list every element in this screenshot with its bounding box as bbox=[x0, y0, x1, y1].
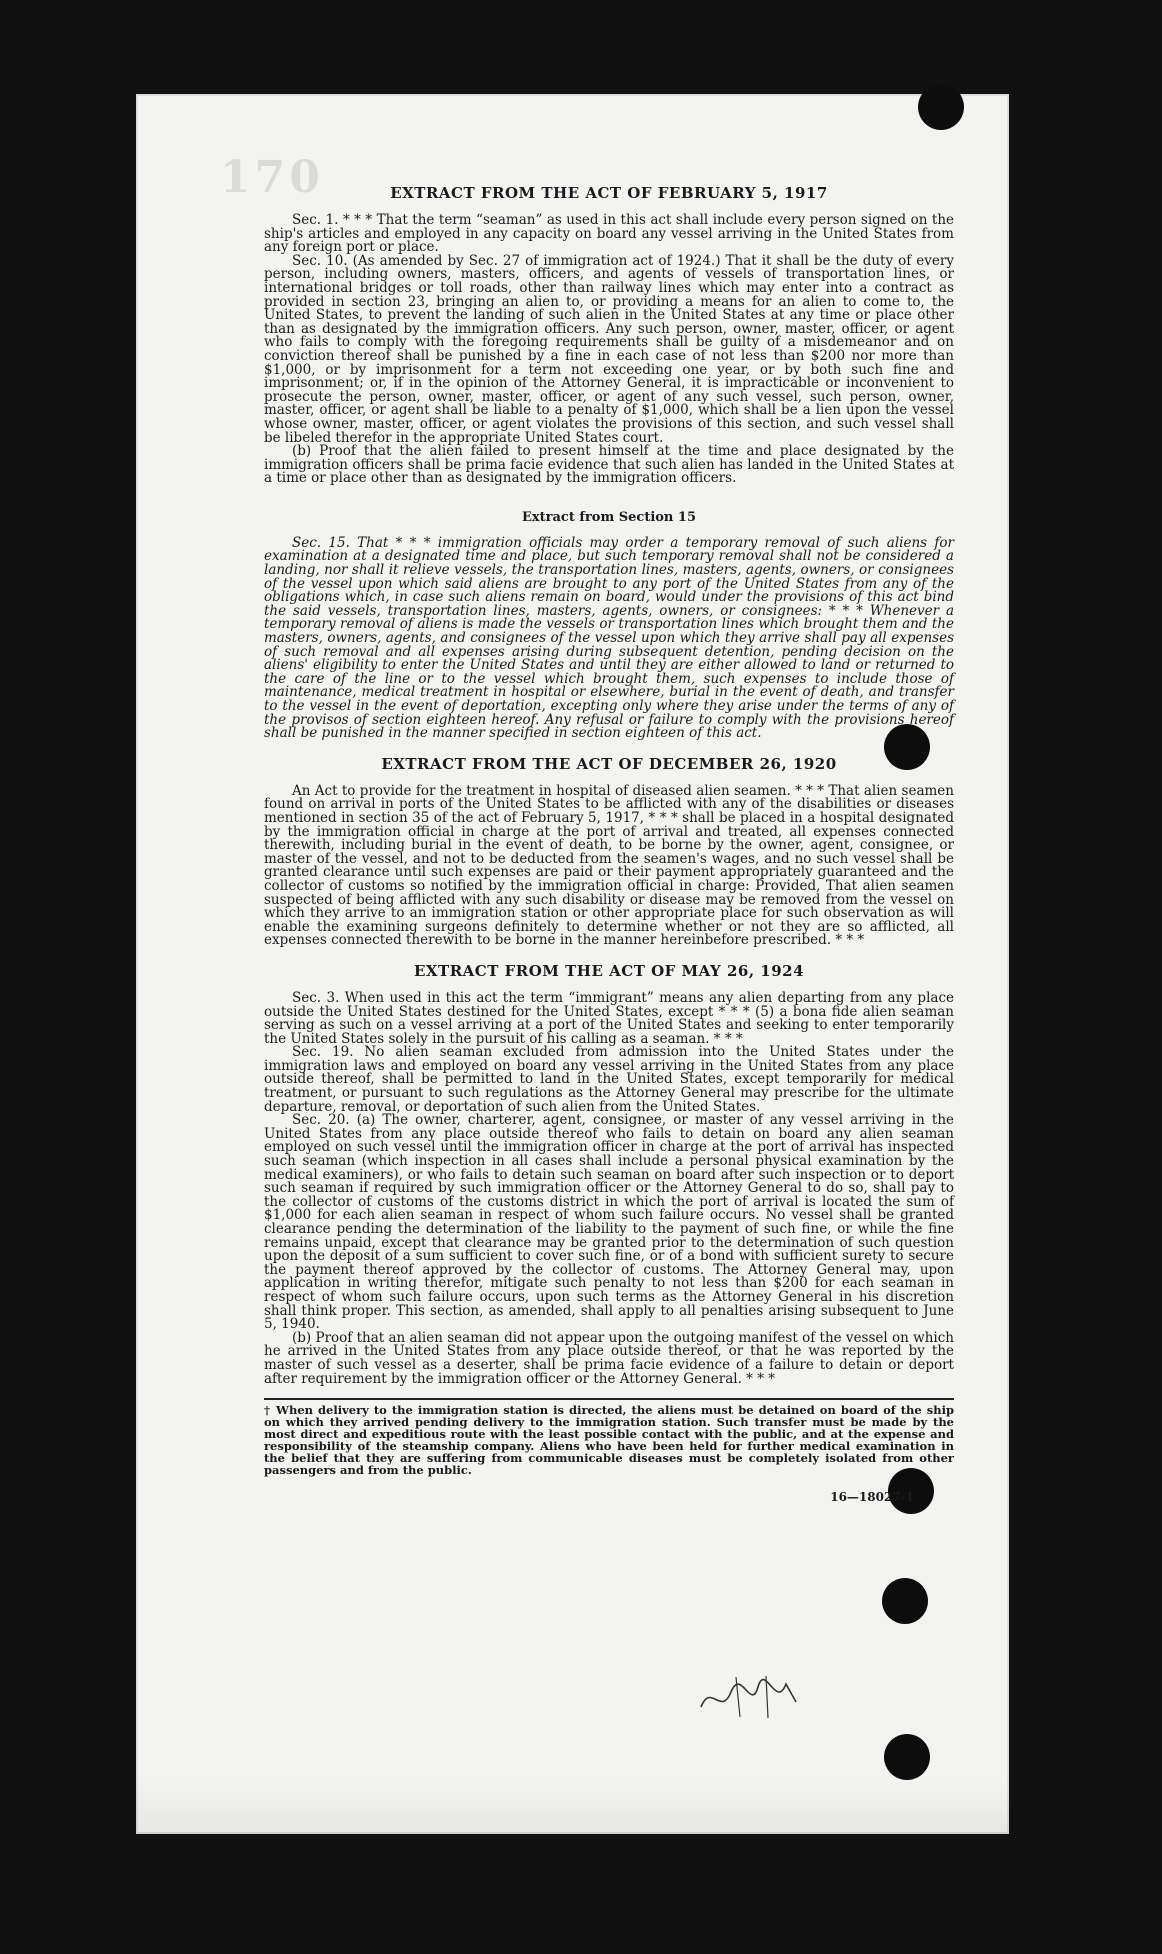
section-act-1924 bbox=[264, 962, 954, 1386]
paragraph: Sec. 20. (a) The owner, charterer, agent, consignee, or master of any vessel arriving in the United States from any place outside thereof who fails to detain on board any alien seaman employed on such vessel until the immigration officer in charge at the port of arrival has inspected such seaman (which inspection in all cases shall include a personal physical examination by the medical examiners), or who fails to detain such seaman on board after such inspection or to deport such seaman if required by such immigration officer or the Attorney General to do so, shall pay to the collector of customs of the customs district in which the port of arrival is located the sum of $1,000 for each alien seaman in respect of whom such failure occurs. No vessel shall be granted clearance pending the determination of the liability to the payment of such fine, or while the fine remains unpaid, except that clearance may be granted prior to the determination of such question upon the deposit of a sum sufficient to cover such fine, or of a bond with sufficient surety to secure the payment thereof approved by the collector of customs. The Attorney General may, upon application in writing therefor, mitigate such penalty to not less than $200 for each seaman in respect of whom such failure occurs, upon such terms as the Attorney General in his discretion shall think proper. This section, as amended, shall apply to all penalties arising subsequent to June 5, 1940. bbox=[264, 1112, 954, 1333]
section-heading: Extract from Section 15 bbox=[521, 509, 697, 525]
handwritten-signature bbox=[696, 1672, 806, 1722]
form-number: 16—18027-1 bbox=[830, 1490, 914, 1505]
section-act-1917 bbox=[264, 184, 954, 486]
section-heading: EXTRACT FROM THE ACT OF MAY 26, 1924 bbox=[413, 961, 805, 980]
paragraph: (b) Proof that the alien failed to present himself at the time and place designated by the immigration officers shall be prima facie evidence that such alien has landed in the United States at a time or place other than as designated by the immigration officers. bbox=[264, 443, 954, 487]
paragraph: Sec. 1. * * * That the term “seaman” as used in this act shall include every person signed on the ship's articles and employed in any capacity on board any vessel arriving in the United States from any foreign port or place. bbox=[264, 212, 954, 256]
paragraph: Sec. 15. That * * * immigration officials may order a temporary removal of such aliens for examination at a designated time and place, but such temporary removal shall not be considered a landing, nor shall it relieve vessels, the transportation lines, masters, agents, owners, or consignees of the vessel upon which said aliens are brought to any port of the United States from any of the obligations which, in case such aliens remain on board, would under the provisions of this act bind the said vessels, transportation lines, masters, agents, owners, or consignees: * * * Whenever a temporary removal of aliens is made the vessels or transportation lines which brought them and the masters, owners, agents, and consignees of the vessel upon which they arrive shall pay all expenses of such removal and all expenses arising during subsequent detention, pending decision on the aliens' eligibility to enter the United States and until they are either allowed to land or returned to the care of the line or to the vessel which brought them, such expenses to include those of maintenance, medical treatment in hospital or elsewhere, burial in the event of death, and transfer to the vessel in the event of deportation, excepting only where they arise under the terms of any of the provisos of section eighteen hereof. Any refusal or failure to comply with the provisions hereof shall be punished in the manner specified in section eighteen of this act. bbox=[264, 534, 954, 742]
document-page bbox=[136, 94, 1009, 1834]
paragraph: Sec. 3. When used in this act the term “immigrant” means any alien departing from any place outside the United States destined for the United States, except * * * (5) a bona fide alien seaman serving as such on a vessel arriving at a port of the United States and seeking to enter temporarily the United States solely in the pursuit of his calling as a seaman. * * * bbox=[264, 989, 954, 1047]
punch-hole bbox=[918, 84, 964, 130]
paragraph: An Act to provide for the treatment in hospital of diseased alien seamen. * * * That alien seamen found on arrival in ports of the United States to be afflicted with any of the disabilities or diseases mentioned in section 35 of the act of February 5, 1917, * * * shall be placed in a hospital designated by the immigration official in charge at the port of arrival and treated, all expenses connected therewith, including burial in the event of death, to be borne by the owner, agent, consignee, or master of the vessel, and not to be deducted from the seamen's wages, and no such vessel shall be granted clearance until such expenses are paid or their payment appropriately guaranteed and the collector of customs so notified by the immigration official in charge: Provided, That alien seamen suspected of being afflicted with any such disability or disease may be removed from the vessel on which they arrive to an immigration station or other appropriate place for such observation as will enable the examining surgeons definitely to determine whether or not they are so afflicted, all expenses connected therewith to be borne in the manner hereinbefore prescribed. * * * bbox=[264, 782, 954, 949]
footnote: † When delivery to the immigration station is directed, the aliens must be detained on board of the ship on which they arrived pending delivery to the immigration station. Such transfer must be made by the most direct and expeditious route with the least possible contact with the public, and at the expense and responsibility of the steamship company. Aliens who have been held for further medical examination in the belief that they are suffering from communicable diseases must be completely isolated from other passengers and from the public. bbox=[264, 1403, 954, 1478]
punch-hole bbox=[884, 1734, 930, 1780]
section-act-1920 bbox=[264, 755, 954, 948]
paragraph: Sec. 10. (As amended by Sec. 27 of immigration act of 1924.) That it shall be the duty of every person, including owners, masters, officers, and agents of vessels of transportation lines, or international bridges or toll roads, other than railway lines which may enter into a contract as provided in section 23, bringing an alien to, or providing a means for an alien to come to, the United States, to prevent the landing of such alien in the United States at any time or place other than as designated by the immigration officers. Any such person, owner, master, officer, or agent who fails to comply with the foregoing requirements shall be guilty of a misdemeanor and on conviction thereof shall be punished by a fine in each case of not less than $200 nor more than $1,000, or by imprisonment for a term not exceeding one year, or by both such fine and imprisonment; or, if in the opinion of the Attorney General, it is impracticable or inconvenient to prosecute the person, owner, master, officer, or agent of any such vessel, such person, owner, master, officer, or agent shall be liable to a penalty of $1,000, which shall be a lien upon the vessel whose owner, master, officer, or agent violates the provisions of this section, and such vessel shall be libeled therefor in the appropriate United States court. bbox=[264, 252, 954, 446]
section-15 bbox=[264, 510, 954, 741]
footnote-block bbox=[264, 1398, 954, 1476]
paragraph: Sec. 19. No alien seaman excluded from admission into the United States under the immigration laws and employed on board any vessel arriving in the United States from any place outside thereof, shall be permitted to land in the United States, except temporarily for medical treatment, or pursuant to such regulations as the Attorney General may prescribe for the ultimate departure, removal, or deportation of such alien from the United States. bbox=[264, 1044, 954, 1115]
punch-hole bbox=[882, 1578, 928, 1624]
section-heading: EXTRACT FROM THE ACT OF FEBRUARY 5, 1917 bbox=[390, 184, 828, 202]
document-body bbox=[264, 184, 954, 1504]
section-heading: EXTRACT FROM THE ACT OF DECEMBER 26, 1920 bbox=[381, 754, 837, 773]
faint-stamp: 170 bbox=[220, 152, 324, 203]
paragraph: (b) Proof that an alien seaman did not appear upon the outgoing manifest of the vessel on which he arrived in the United States from any place outside thereof, or that he was reported by the master of such vessel as a deserter, shall be prima facie evidence of a failure to detain or deport after requirement by the immigration officer or the Attorney General. * * * bbox=[264, 1329, 954, 1387]
